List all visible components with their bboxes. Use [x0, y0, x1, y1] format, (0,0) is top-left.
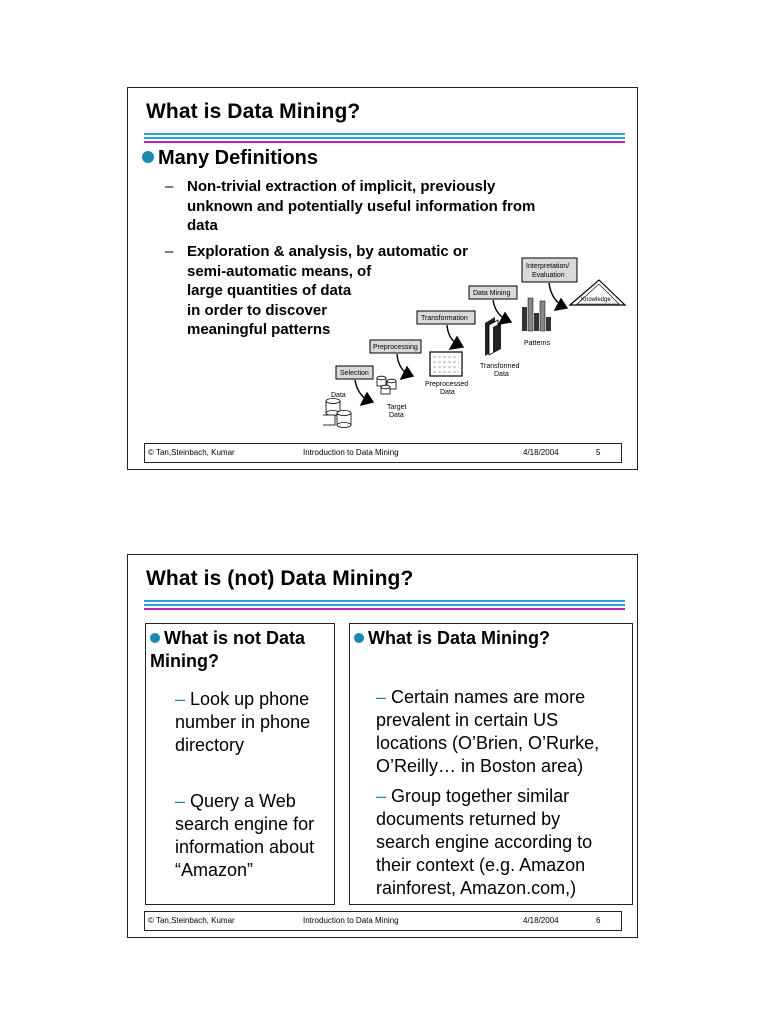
preprocessed-data-label: Data [440, 389, 455, 396]
text-line: Look up phone [190, 689, 310, 709]
text-line: Mining? [150, 651, 219, 671]
text-line: rainforest, Amazon.com,) [376, 878, 577, 898]
title-rule [144, 604, 625, 606]
patterns-label: Patterns [524, 340, 551, 347]
text-line: unknown and potentially useful information from [187, 197, 536, 215]
text-line: prevalent in certain US [376, 710, 559, 730]
text-line: meaningful patterns [187, 321, 331, 338]
text-line: Group together similar [391, 786, 570, 806]
footer-page: 6 [596, 916, 601, 925]
title-rule [144, 600, 625, 602]
kdd-process-diagram [323, 253, 628, 438]
text-line: large quantities of data [187, 282, 352, 299]
footer-author: © Tan,Steinbach, Kumar [148, 448, 235, 457]
dash-marker: – [175, 689, 186, 709]
patterns-icon [522, 298, 551, 331]
slide-footer [144, 911, 622, 931]
stage-evaluation-label: Evaluation [532, 272, 565, 279]
transformed-data-icon [485, 317, 501, 356]
text-line: directory [175, 735, 245, 755]
preprocessed-label: Preprocessed [425, 381, 469, 388]
slide-title: What is (not) Data Mining? [146, 567, 414, 590]
dash-marker: – [175, 791, 186, 811]
transformed-label: Transformed [480, 363, 520, 370]
right-heading [354, 627, 550, 650]
slide-title: What is Data Mining? [146, 100, 361, 123]
slide-footer [144, 443, 622, 463]
footer-date: 4/18/2004 [523, 916, 559, 925]
text-line: number in phone [175, 712, 311, 732]
text-line: search engine according to [376, 832, 593, 852]
text-line: locations (O’Brien, O’Rurke, [376, 733, 600, 753]
text-line: Certain names are more [391, 687, 586, 707]
title-rule [144, 133, 625, 135]
text-line: O’Reilly… in Boston area) [376, 756, 584, 776]
dash-marker: – [376, 687, 387, 707]
preprocessed-sheet-icon [430, 352, 462, 376]
footer-author: © Tan,Steinbach, Kumar [148, 916, 235, 925]
stage-transformation-label: Transformation [421, 315, 468, 322]
footer-course: Introduction to Data Mining [303, 448, 399, 457]
footer-date: 4/18/2004 [523, 448, 559, 457]
text-line: Query a Web [190, 791, 296, 811]
right-column [349, 623, 633, 905]
text-line: information about [175, 837, 315, 857]
definition-1 [165, 177, 536, 236]
stage-selection-label: Selection [340, 370, 369, 377]
not-mining-item-2 [175, 790, 314, 882]
text-line: search engine for [175, 814, 315, 834]
bullet-icon [354, 633, 364, 643]
title-rule [144, 141, 625, 143]
target-label: Target [387, 404, 407, 411]
text-line: their context (e.g. Amazon [376, 855, 586, 875]
text-line: in order to discover [187, 301, 328, 319]
target-data-label: Data [389, 412, 404, 419]
bullet-text: Many Definitions [158, 147, 319, 169]
stage-interpretation-label: Interpretation/ [526, 263, 570, 270]
dash-marker: – [165, 178, 174, 195]
footer-page: 5 [596, 448, 601, 457]
dash-marker: – [165, 243, 174, 260]
knowledge-label: Knowledge [581, 297, 611, 303]
title-rule [144, 608, 625, 610]
text-line: What is Data Mining? [368, 628, 550, 648]
text-line: What is not Data [164, 628, 306, 648]
not-mining-item-1 [175, 688, 310, 757]
left-column [145, 623, 335, 905]
bullet-icon [150, 633, 160, 643]
footer-course: Introduction to Data Mining [303, 916, 399, 925]
text-line: “Amazon” [175, 860, 254, 880]
stage-data-mining-label: Data Mining [473, 290, 511, 297]
title-rule [144, 137, 625, 139]
main-bullet [142, 147, 318, 170]
dash-marker: – [376, 786, 387, 806]
text-line: Non-trivial extraction of implicit, previously [187, 178, 496, 195]
text-line: semi-automatic means, of [187, 262, 372, 280]
database-icon [323, 399, 351, 428]
mining-item-1 [376, 686, 599, 778]
text-line: Exploration & analysis, by automatic or [187, 243, 468, 260]
slide-5 [127, 87, 638, 470]
transformed-data-label: Data [494, 371, 509, 378]
slide-6 [127, 554, 638, 938]
bullet-icon [142, 151, 154, 163]
mining-item-2 [376, 785, 592, 900]
database-icon [377, 376, 396, 394]
stage-preprocessing-label: Preprocessing [373, 344, 418, 351]
left-heading [150, 627, 305, 673]
text-line: data [187, 217, 218, 234]
data-label: Data [331, 392, 346, 399]
text-line: documents returned by [376, 809, 561, 829]
